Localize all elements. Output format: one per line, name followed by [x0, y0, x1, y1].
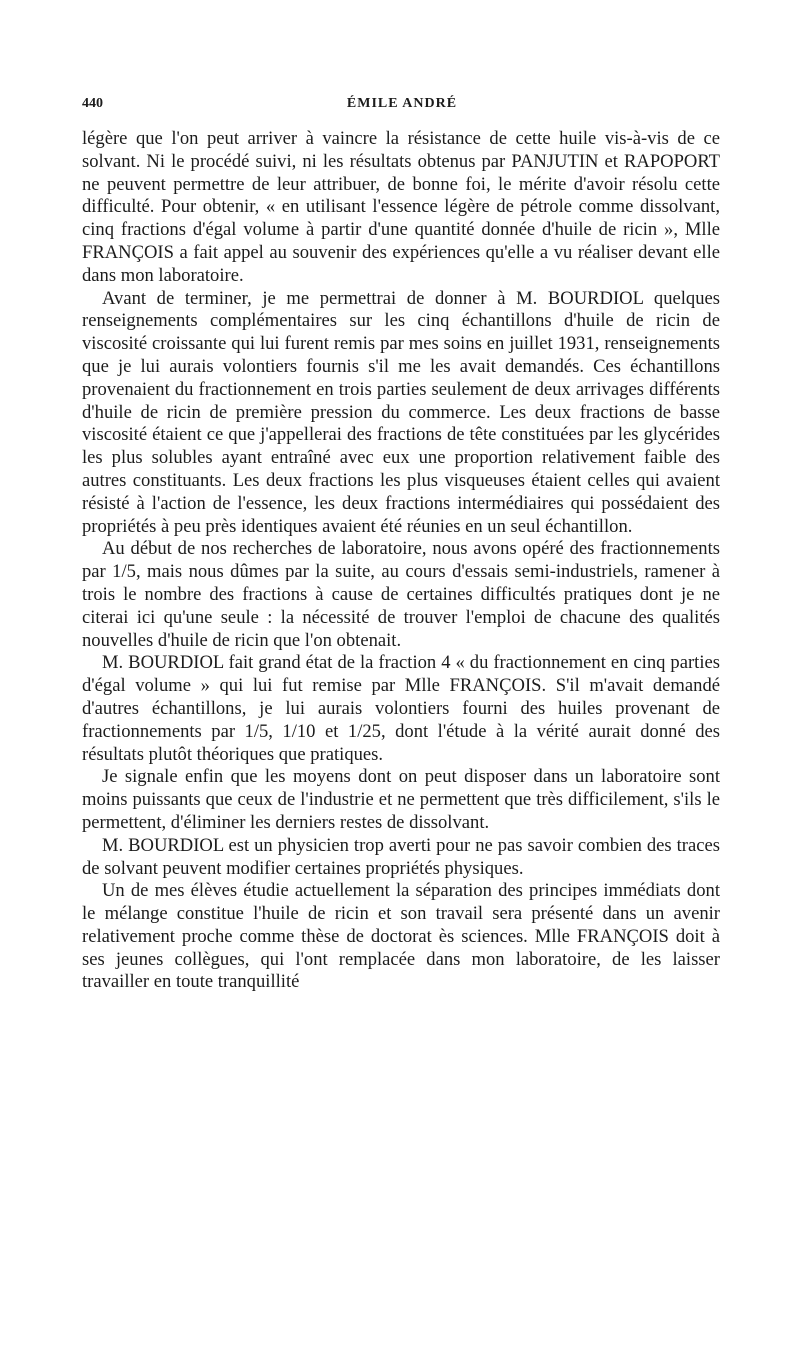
- page-number: 440: [82, 96, 103, 111]
- paragraph: M. BOURDIOL fait grand état de la fraction 4 « du fractionnement en cinq parties d'égal volume » qui lui fut remise par Mlle FRANÇOIS. S'il m'avait demandé d'autres échantillons, je lui aurais volontiers fourni des huiles provenant de fractionnements par 1/5, 1/10 et 1/25, dont l'étude à la vérité aurait donné des résultats plutôt théoriques que pratiques.: [82, 652, 720, 765]
- paragraph: M. BOURDIOL est un physicien trop averti pour ne pas savoir combien des traces de solvant peuvent modifier certaines propriétés physiques.: [82, 834, 720, 879]
- paragraph: Un de mes élèves étudie actuellement la séparation des principes immédiats dont le mélange constitue l'huile de ricin et son travail sera présenté dans un avenir relativement proche comme thèse de doctorat ès sciences. Mlle FRANÇOIS doit à ses jeunes collègues, qui l'ont remplacée dans mon laboratoire, de les laisser travailler en toute tranquillité: [82, 880, 720, 993]
- paragraph: légère que l'on peut arriver à vaincre la résistance de cette huile vis-à-vis de ce solvant. Ni le procédé suivi, ni les résultats obtenus par PANJUTIN et RAPOPORT ne peuvent permettre de leur attribuer, de bonne foi, le mérite d'avoir résolu cette difficulté. Pour obtenir, « en utilisant l'essence légère de pétrole comme dissolvant, cinq fractions d'égal volume à partir d'une quantité donnée d'huile de ricin », Mlle FRANÇOIS a fait appel au souvenir des expériences qu'elle a vu réaliser devant elle dans mon laboratoire.: [82, 128, 720, 286]
- running-title: ÉMILE ANDRÉ: [346, 96, 458, 111]
- paragraph: Je signale enfin que les moyens dont on peut disposer dans un laboratoire sont moins puissants que ceux de l'industrie et ne permettent que très difficilement, s'ils le permettent, d'éliminer les derniers restes de dissolvant.: [82, 766, 720, 833]
- paragraph: Au début de nos recherches de laboratoire, nous avons opéré des fractionnements par 1/5, mais nous dûmes par la suite, au cours d'essais semi-industriels, ramener à trois le nombre des fractions à cause de certaines difficultés pratiques dont je ne citerai ici qu'une seule : la nécessité de trouver l'emploi de chacune des qualités nouvelles d'huile de ricin que l'on obtenait.: [82, 538, 720, 651]
- body-text: [82, 128, 720, 994]
- paragraph: Avant de terminer, je me permettrai de donner à M. BOURDIOL quelques renseignements complémentaires sur les cinq échantillons d'huile de ricin de viscosité croissante qui lui furent remis par mes soins en juillet 1931, renseignements que je lui aurais volontiers fournis s'il me les avait demandés. Ces échantillons provenaient du fractionnement en trois parties seulement de deux arrivages différents d'huile de ricin de première pression du commerce. Les deux fractions de basse viscosité étaient ce que j'appellerai des fractions de tête constituées par les glycérides les plus solubles ayant entraîné avec eux une proportion relativement faible des autres constituants. Les deux fractions les plus visqueuses étaient celles qui avaient résisté à l'action de l'essence, les deux fractions intermédiaires qui possédaient des propriétés à peu près identiques avaient été réunies en un seul échantillon.: [82, 287, 720, 537]
- page-header: [82, 96, 722, 120]
